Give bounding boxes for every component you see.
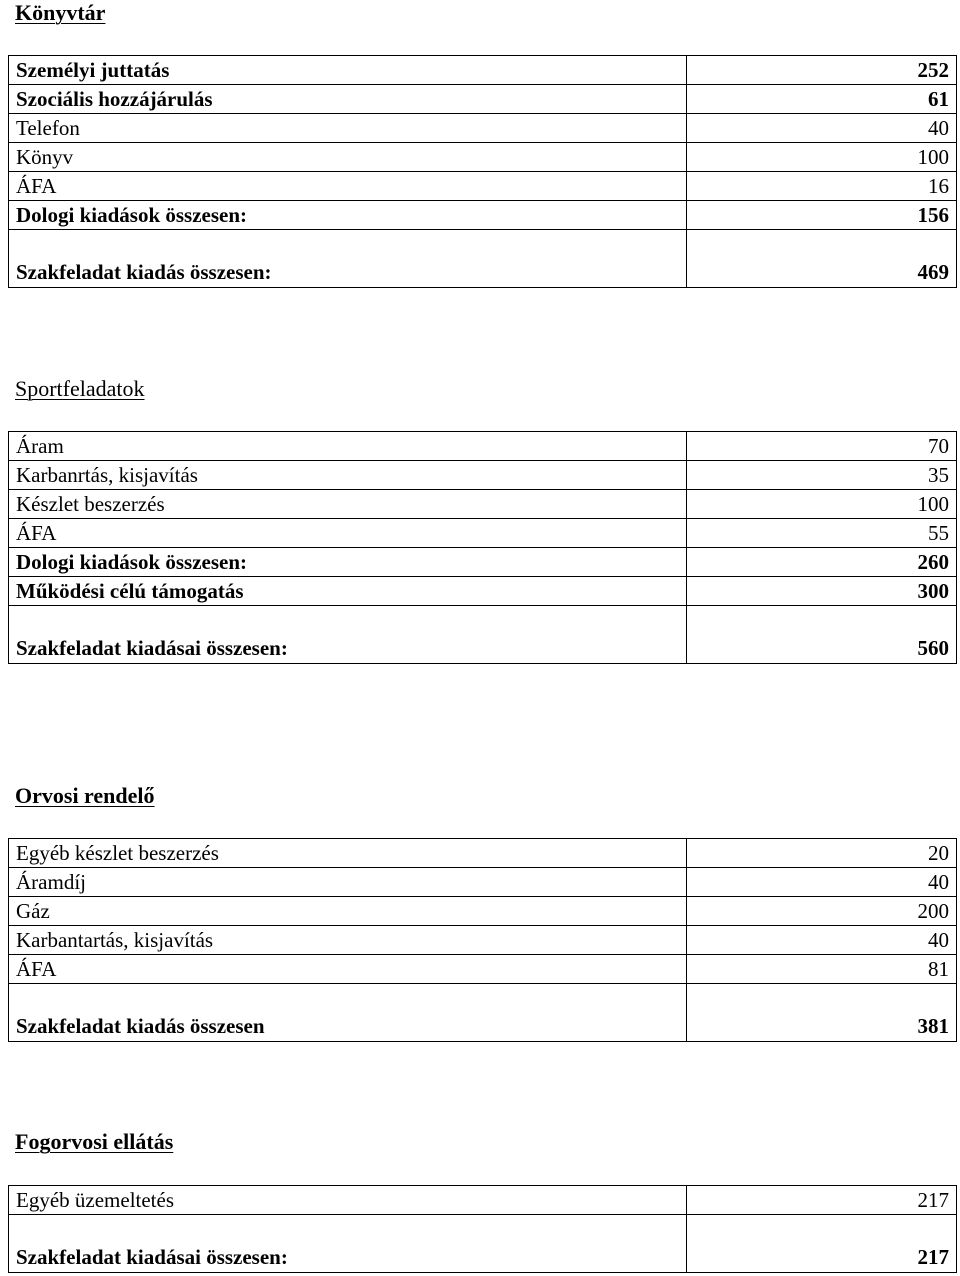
row-value: 560	[687, 606, 957, 664]
section-title-konyvtar: Könyvtár	[15, 0, 106, 25]
row-label: Egyéb üzemeltetés	[9, 1186, 687, 1215]
table-row	[9, 432, 957, 461]
row-label: Könyv	[9, 143, 687, 172]
budget-table-konyvtar	[8, 55, 957, 288]
table-row	[9, 56, 957, 85]
table-row	[9, 519, 957, 548]
row-label: ÁFA	[9, 519, 687, 548]
row-label: Szakfeladat kiadás összesen	[9, 984, 687, 1042]
row-label: ÁFA	[9, 955, 687, 984]
row-label: Egyéb készlet beszerzés	[9, 839, 687, 868]
row-value: 20	[687, 839, 957, 868]
total-row	[9, 606, 957, 664]
table-row	[9, 172, 957, 201]
table-row	[9, 114, 957, 143]
row-value: 81	[687, 955, 957, 984]
row-value: 16	[687, 172, 957, 201]
row-value: 70	[687, 432, 957, 461]
table-row	[9, 548, 957, 577]
table-row	[9, 85, 957, 114]
row-label: Személyi juttatás	[9, 56, 687, 85]
budget-table-orvosi-rendelo	[8, 838, 957, 1042]
row-label: Gáz	[9, 897, 687, 926]
section-title-fogorvosi-ellatas: Fogorvosi ellátás	[15, 1129, 174, 1154]
row-value: 200	[687, 897, 957, 926]
row-label: Dologi kiadások összesen:	[9, 548, 687, 577]
row-value: 217	[687, 1186, 957, 1215]
table-row	[9, 839, 957, 868]
row-label: Szakfeladat kiadásai összesen:	[9, 1215, 687, 1273]
row-label: Szakfeladat kiadásai összesen:	[9, 606, 687, 664]
row-value: 100	[687, 490, 957, 519]
row-label: Készlet beszerzés	[9, 490, 687, 519]
table-row	[9, 1186, 957, 1215]
total-row	[9, 1215, 957, 1273]
row-value: 40	[687, 926, 957, 955]
total-row	[9, 230, 957, 288]
row-value: 156	[687, 201, 957, 230]
table-row	[9, 897, 957, 926]
row-label: Karbantartás, kisjavítás	[9, 926, 687, 955]
row-label: Áramdíj	[9, 868, 687, 897]
row-value: 40	[687, 868, 957, 897]
row-value: 100	[687, 143, 957, 172]
row-label: Telefon	[9, 114, 687, 143]
table-row	[9, 461, 957, 490]
row-label: Működési célú támogatás	[9, 577, 687, 606]
row-label: Szakfeladat kiadás összesen:	[9, 230, 687, 288]
table-row	[9, 868, 957, 897]
table-row	[9, 201, 957, 230]
table-row	[9, 143, 957, 172]
row-value: 61	[687, 85, 957, 114]
row-label: Szociális hozzájárulás	[9, 85, 687, 114]
budget-table-sportfeladatok	[8, 431, 957, 664]
row-label: Karbanrtás, kisjavítás	[9, 461, 687, 490]
row-label: Áram	[9, 432, 687, 461]
row-value: 381	[687, 984, 957, 1042]
row-value: 300	[687, 577, 957, 606]
total-row	[9, 984, 957, 1042]
row-value: 35	[687, 461, 957, 490]
row-value: 260	[687, 548, 957, 577]
section-title-orvosi-rendelo: Orvosi rendelő	[15, 783, 155, 808]
row-value: 217	[687, 1215, 957, 1273]
row-value: 55	[687, 519, 957, 548]
section-title-sportfeladatok: Sportfeladatok	[15, 376, 145, 401]
table-row	[9, 955, 957, 984]
table-row	[9, 926, 957, 955]
table-row	[9, 490, 957, 519]
row-label: ÁFA	[9, 172, 687, 201]
table-row	[9, 577, 957, 606]
row-value: 40	[687, 114, 957, 143]
row-label: Dologi kiadások összesen:	[9, 201, 687, 230]
row-value: 252	[687, 56, 957, 85]
row-value: 469	[687, 230, 957, 288]
budget-table-fogorvosi-ellatas	[8, 1185, 957, 1273]
